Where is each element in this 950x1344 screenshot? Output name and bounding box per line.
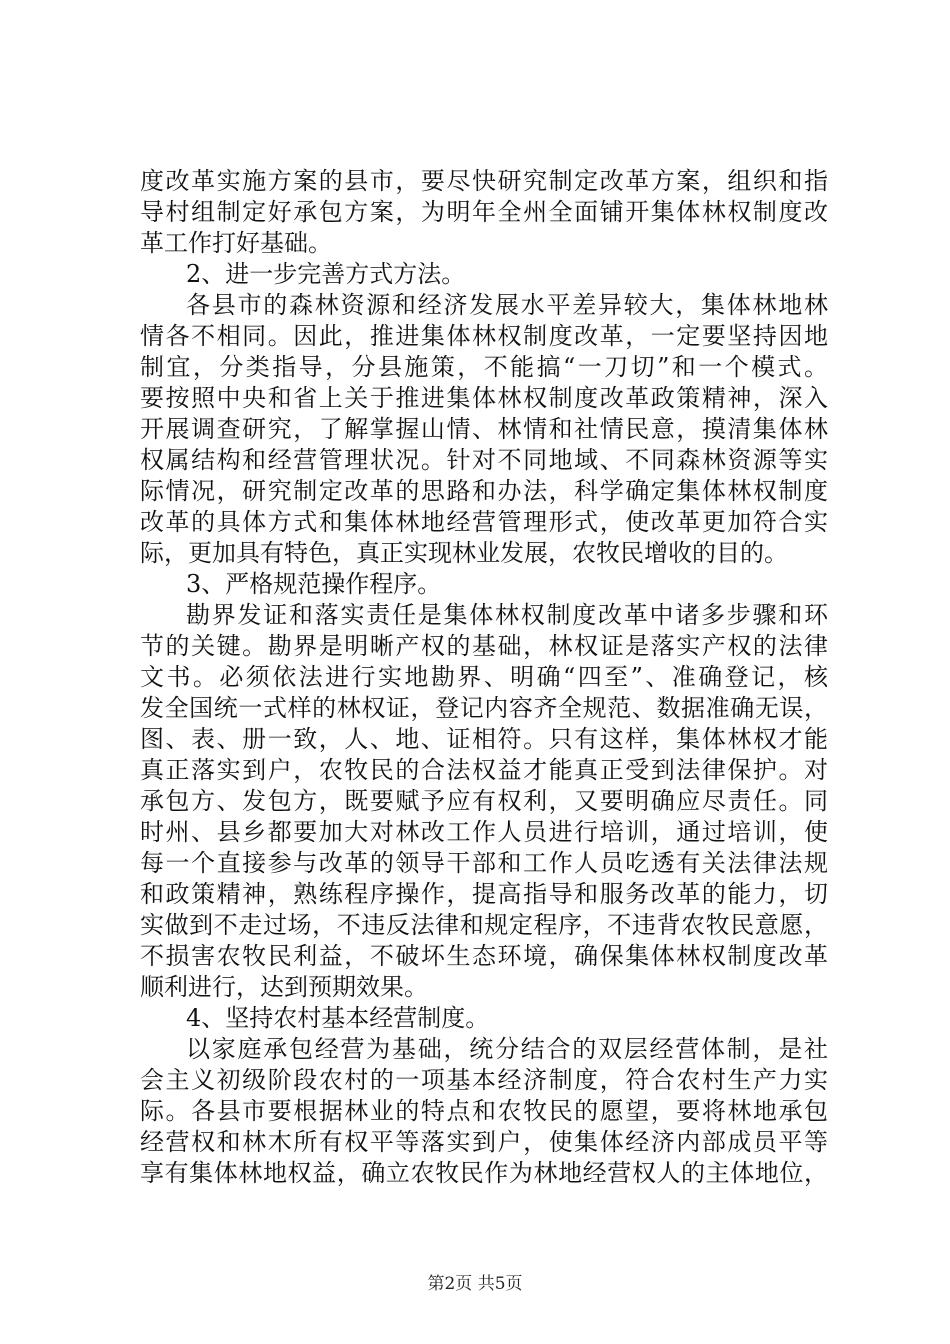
text-line: 经营权和林木所有权平等落实到户，使集体经济内部成员平等 xyxy=(140,1128,828,1156)
text-line: 权属结构和经营管理状况。针对不同地域、不同森林资源等实 xyxy=(140,446,828,474)
text-line: 以家庭承包经营为基础，统分结合的双层经营体制，是社 xyxy=(186,1035,828,1063)
text-line: 和政策精神，熟练程序操作，提高指导和服务改革的能力，切 xyxy=(140,880,828,908)
text-line: 享有集体林地权益，确立农牧民作为林地经营权人的主体地位， xyxy=(140,1159,828,1187)
text-line: 会主义初级阶段农村的一项基本经济制度，符合农村生产力实 xyxy=(140,1066,828,1094)
text-line: 革工作打好基础。 xyxy=(140,229,332,257)
document-body xyxy=(140,166,828,1189)
text-line: 际情况，研究制定改革的思路和办法，科学确定集体林权制度 xyxy=(140,477,828,505)
text-line: 改革的具体方式和集体林地经营管理形式，使改革更加符合实 xyxy=(140,508,828,536)
text-line: 真正落实到户，农牧民的合法权益才能真正受到法律保护。对 xyxy=(140,756,828,784)
text-line: 各县市的森林资源和经济发展水平差异较大，集体林地林 xyxy=(186,291,828,319)
text-line: 顺利进行，达到预期效果。 xyxy=(140,973,428,1001)
text-line: 节的关键。勘界是明晰产权的基础，林权证是落实产权的法律 xyxy=(140,632,828,660)
text-line: 图、表、册一致，人、地、证相符。只有这样，集体林权才能 xyxy=(140,725,828,753)
text-line: 承包方、发包方，既要赋予应有权利，又要明确应尽责任。同 xyxy=(140,787,828,815)
text-line: 时州、县乡都要加大对林改工作人员进行培训，通过培训，使 xyxy=(140,818,828,846)
text-line: 际。各县市要根据林业的特点和农牧民的愿望，要将林地承包 xyxy=(140,1097,828,1125)
text-line: 导村组制定好承包方案，为明年全州全面铺开集体林权制度改 xyxy=(140,198,828,226)
text-line: 不损害农牧民利益，不破坏生态环境，确保集体林权制度改革 xyxy=(140,942,828,970)
text-line: 2、进一步完善方式方法。 xyxy=(186,260,466,288)
page-number-footer: 第2页 共5页 xyxy=(427,1274,523,1294)
text-line: 实做到不走过场，不违反法律和规定程序，不违背农牧民意愿， xyxy=(140,911,828,939)
text-line: 度改革实施方案的县市，要尽快研究制定改革方案，组织和指 xyxy=(140,167,828,195)
text-line: 情各不相同。因此，推进集体林权制度改革，一定要坚持因地 xyxy=(140,322,828,350)
text-line: 每一个直接参与改革的领导干部和工作人员吃透有关法律法规 xyxy=(140,849,828,877)
text-line: 际，更加具有特色，真正实现林业发展，农牧民增收的目的。 xyxy=(140,539,788,567)
text-line: 开展调查研究，了解掌握山情、林情和社情民意，摸清集体林 xyxy=(140,415,828,443)
text-line: 4、坚持农村基本经营制度。 xyxy=(186,1004,490,1032)
text-line: 发全国统一式样的林权证，登记内容齐全规范、数据准确无误， xyxy=(140,694,828,722)
text-line: 要按照中央和省上关于推进集体林权制度改革政策精神，深入 xyxy=(140,384,828,412)
text-line: 勘界发证和落实责任是集体林权制度改革中诸多步骤和环 xyxy=(186,601,828,629)
text-line: 3、严格规范操作程序。 xyxy=(186,570,442,598)
text-line: 制宜，分类指导，分县施策，不能搞“一刀切”和一个模式。 xyxy=(140,353,828,381)
text-line: 文书。必须依法进行实地勘界、明确“四至”、准确登记，核 xyxy=(140,663,828,691)
